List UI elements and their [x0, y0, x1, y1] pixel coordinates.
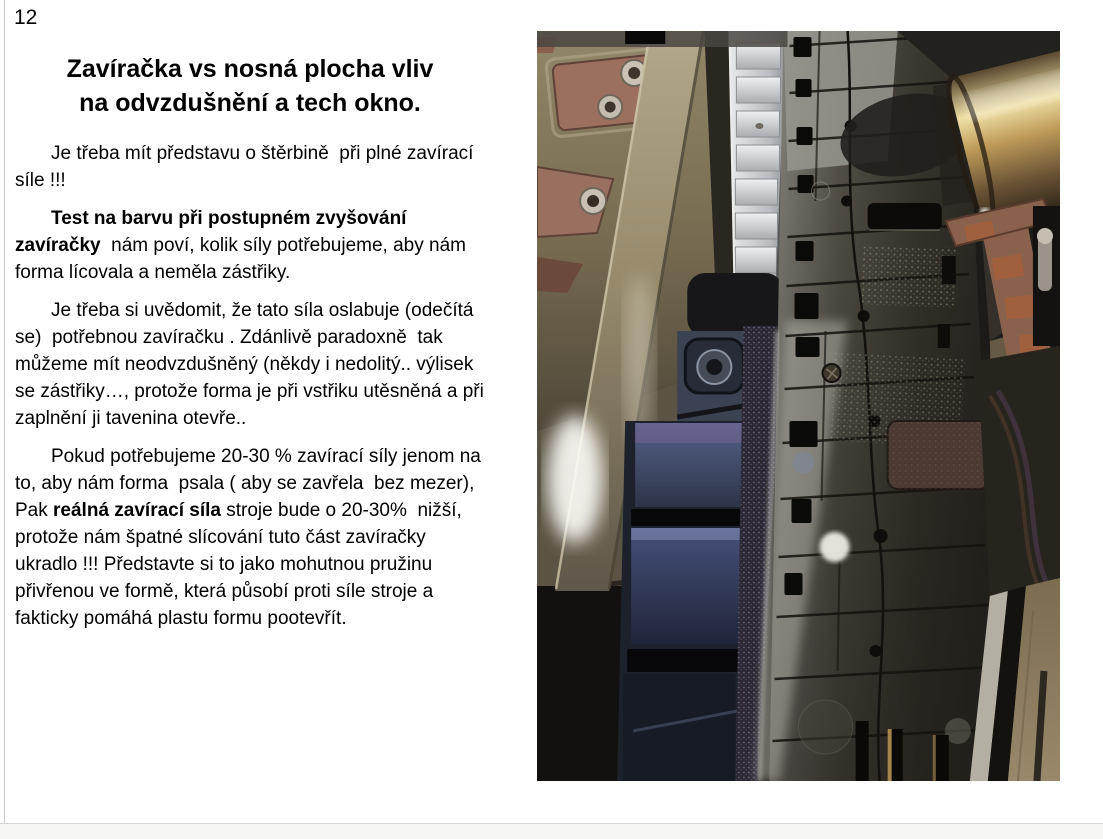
text-column [15, 0, 490, 643]
paragraph: Pokud potřebujeme 20-30 % zavírací síly jenom na to, aby nám forma psala ( aby se zavřela bez mezer), Pak reálná zavírací síla stroje bude o 20-30% nižší, protože nám špatné slícování tuto část zavíračky ukradlo !!! Představte si to jako mohutnou pružinu přivřenou ve formě, která působí proti síle stroje a fakticky pomáhá plastu formu pootevřít. [15, 446, 487, 629]
mold-photo-art [537, 31, 1060, 781]
paragraph: Je třeba mít představu o štěrbině při plné zavírací síle !!! [15, 143, 479, 191]
body-text [15, 140, 490, 632]
injection-mold-photo [537, 31, 1060, 781]
workspace-bottom-strip [0, 823, 1103, 839]
paragraph: Test na barvu při postupném zvyšování zavíračky nám poví, kolik síly potřebujeme, aby nám forma lícovala a neměla zástřiky. [15, 208, 472, 283]
slide-title: Zavíračka vs nosná plocha vliv na odvzdušnění a tech okno. [66, 55, 434, 117]
page-number: 12 [14, 6, 38, 29]
slide-left-border [4, 0, 5, 823]
paragraph: Je třeba si uvědomit, že tato síla oslabuje (odečítá se) potřebnou zavíračku . Zdánlivě paradoxně tak můžeme mít neodvzdušněný (někdy i nedolitý.. výlisek se zástřiky…, protože forma je při vstřiku utěsněná a při zaplnění ji tavenina otevře.. [15, 300, 490, 429]
